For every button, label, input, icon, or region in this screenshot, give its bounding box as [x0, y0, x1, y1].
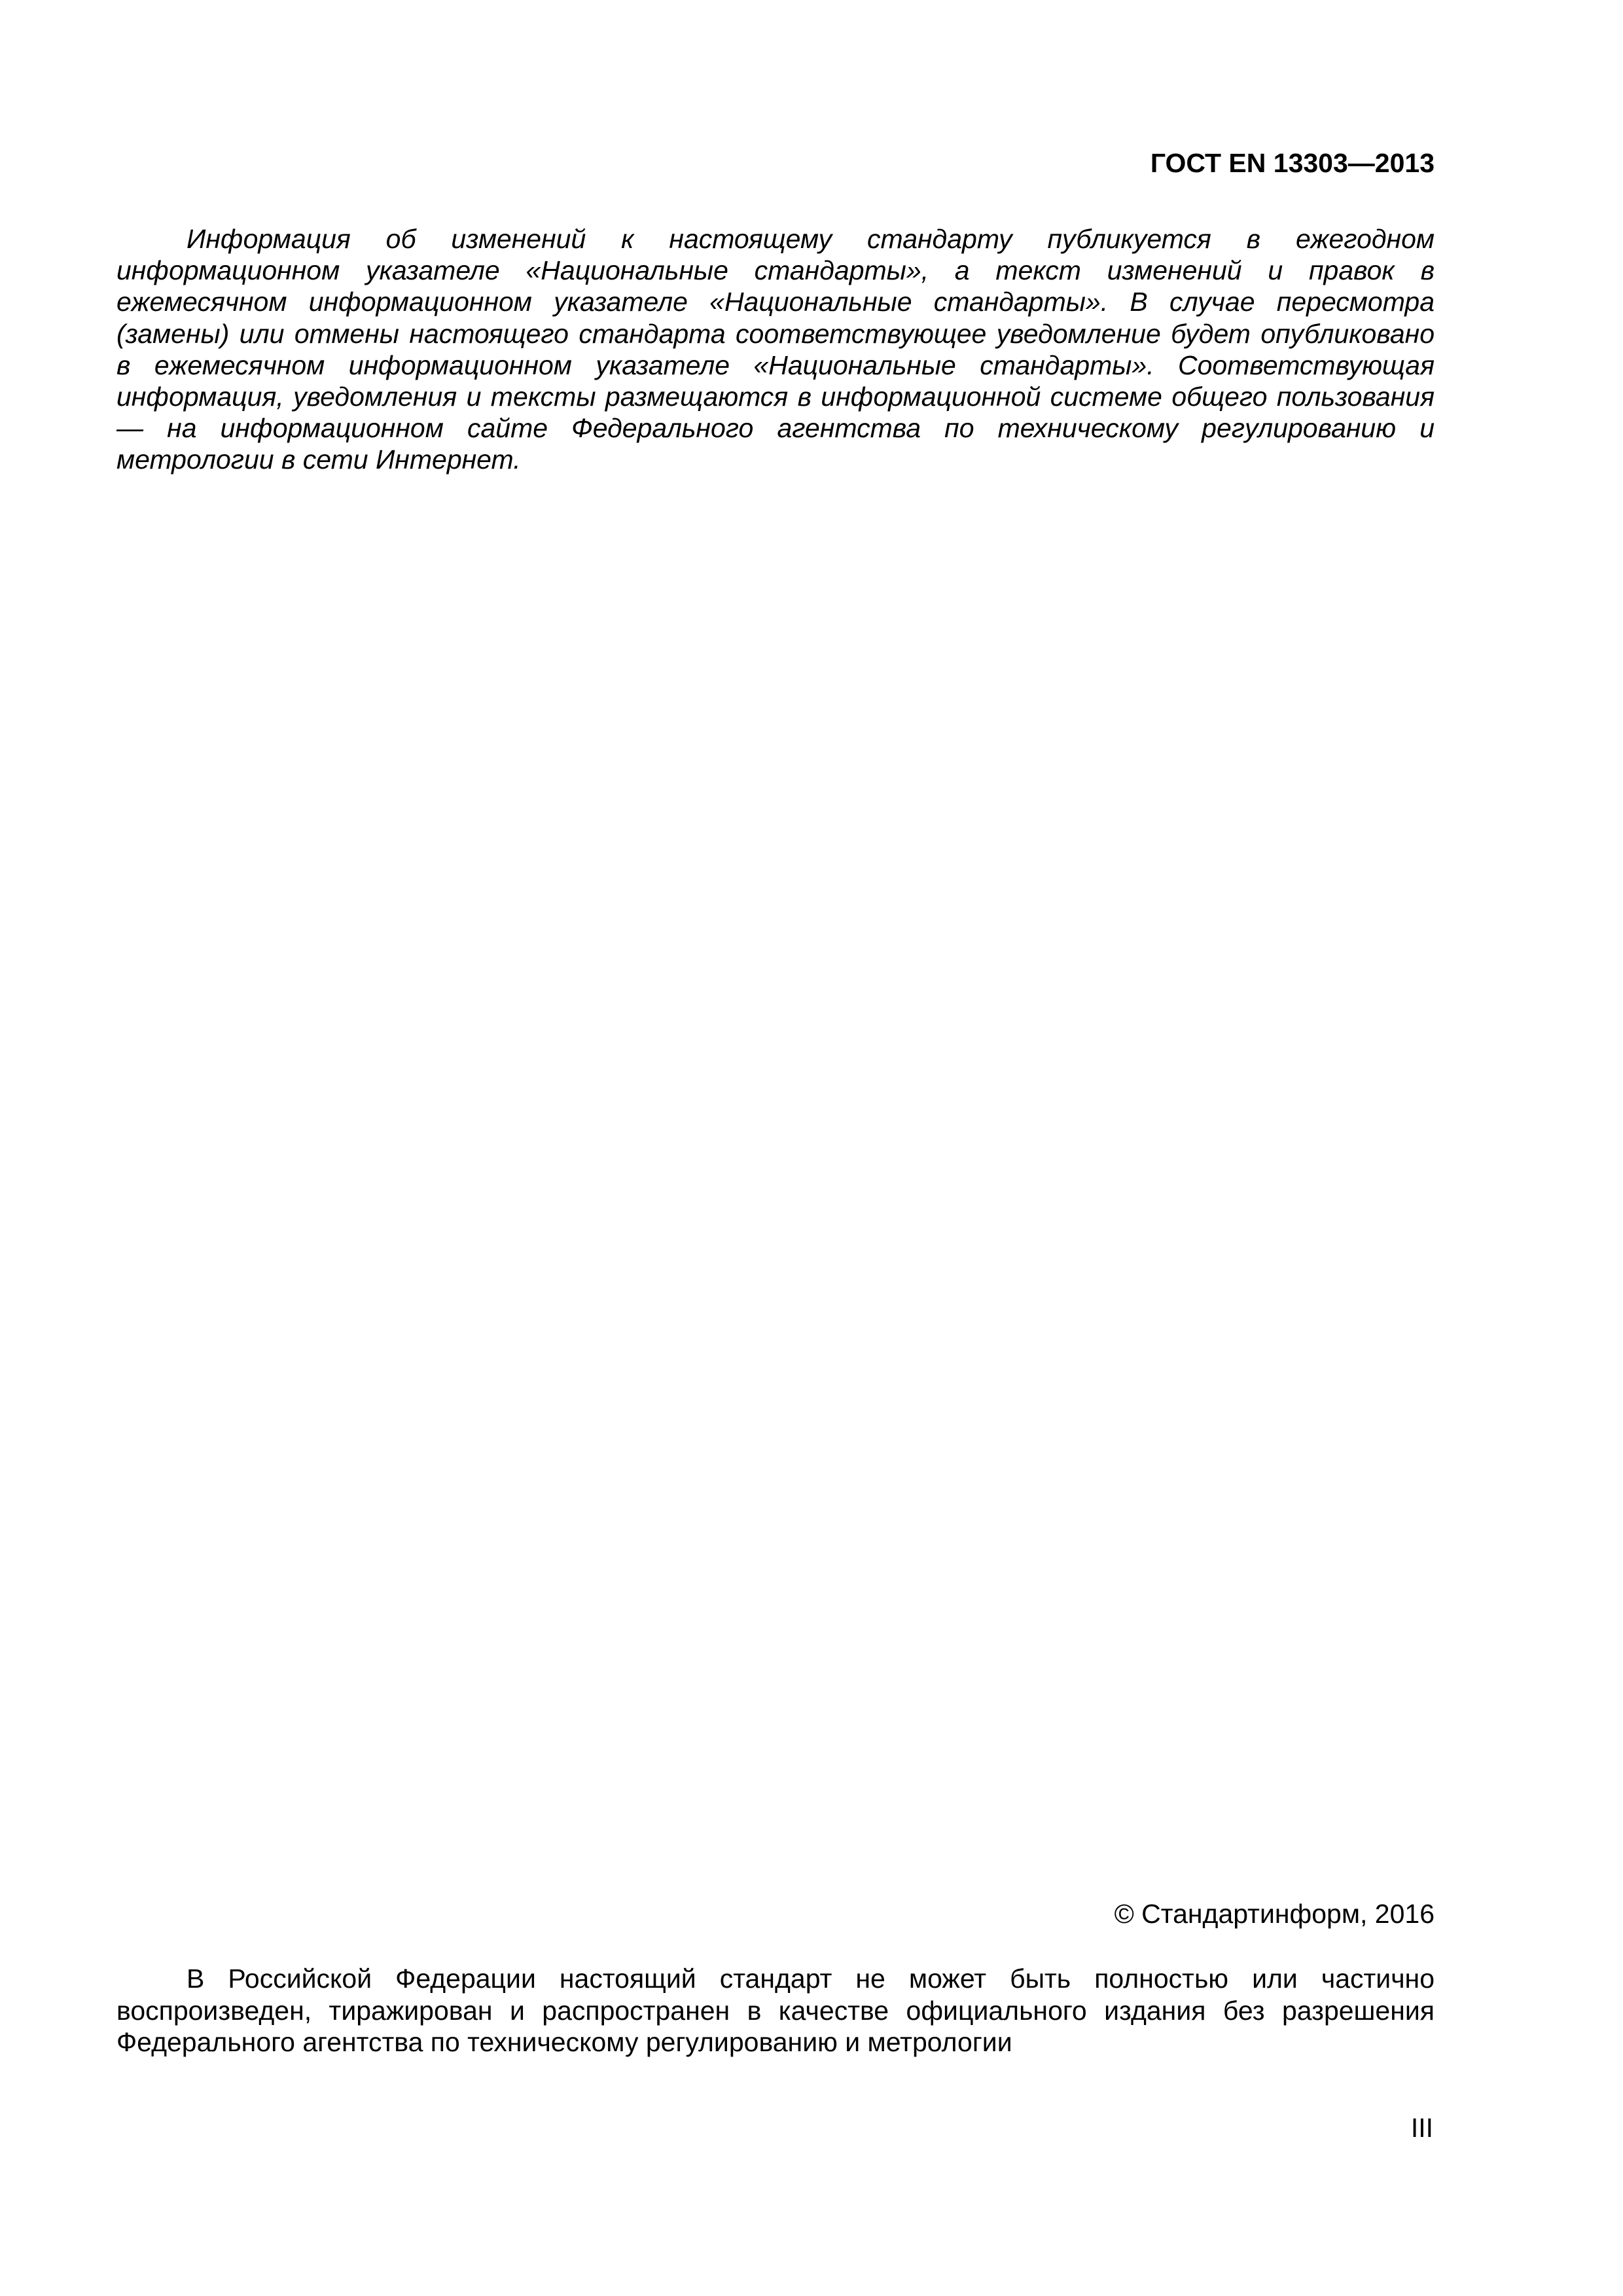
amendments-info-paragraph: Информация об изменений к настоящему стандарту публикуется в ежегодном информационном указателе «Национальные стандарты», а текст изменений и правок в ежемесячном информационном указателе «Национальные стандарты». В случае пересмотра (замены) или отмены настоящего стандарта соответствующее уведомление будет опубликовано в ежемесячном информационном указателе «Национальные стандарты». Соответствующая информация, уведомления и тексты размещаются в информационной системе общего пользования — на информационном сайте Федерального агентства по техническому регулированию и метрологии в сети Интернет.	[116, 224, 1435, 475]
page-number: III	[1410, 2113, 1433, 2143]
reproduction-rights-paragraph: В Российской Федерации настоящий стандарт не может быть полностью или частично воспроизведен, тиражирован и распространен в качестве официального издания без разрешения Федерального агентства по техническому регулированию и метрологии	[116, 1964, 1435, 2057]
copyright-notice: © Стандартинформ, 2016	[1114, 1899, 1435, 1929]
document-code: ГОСТ EN 13303—2013	[1150, 148, 1435, 178]
